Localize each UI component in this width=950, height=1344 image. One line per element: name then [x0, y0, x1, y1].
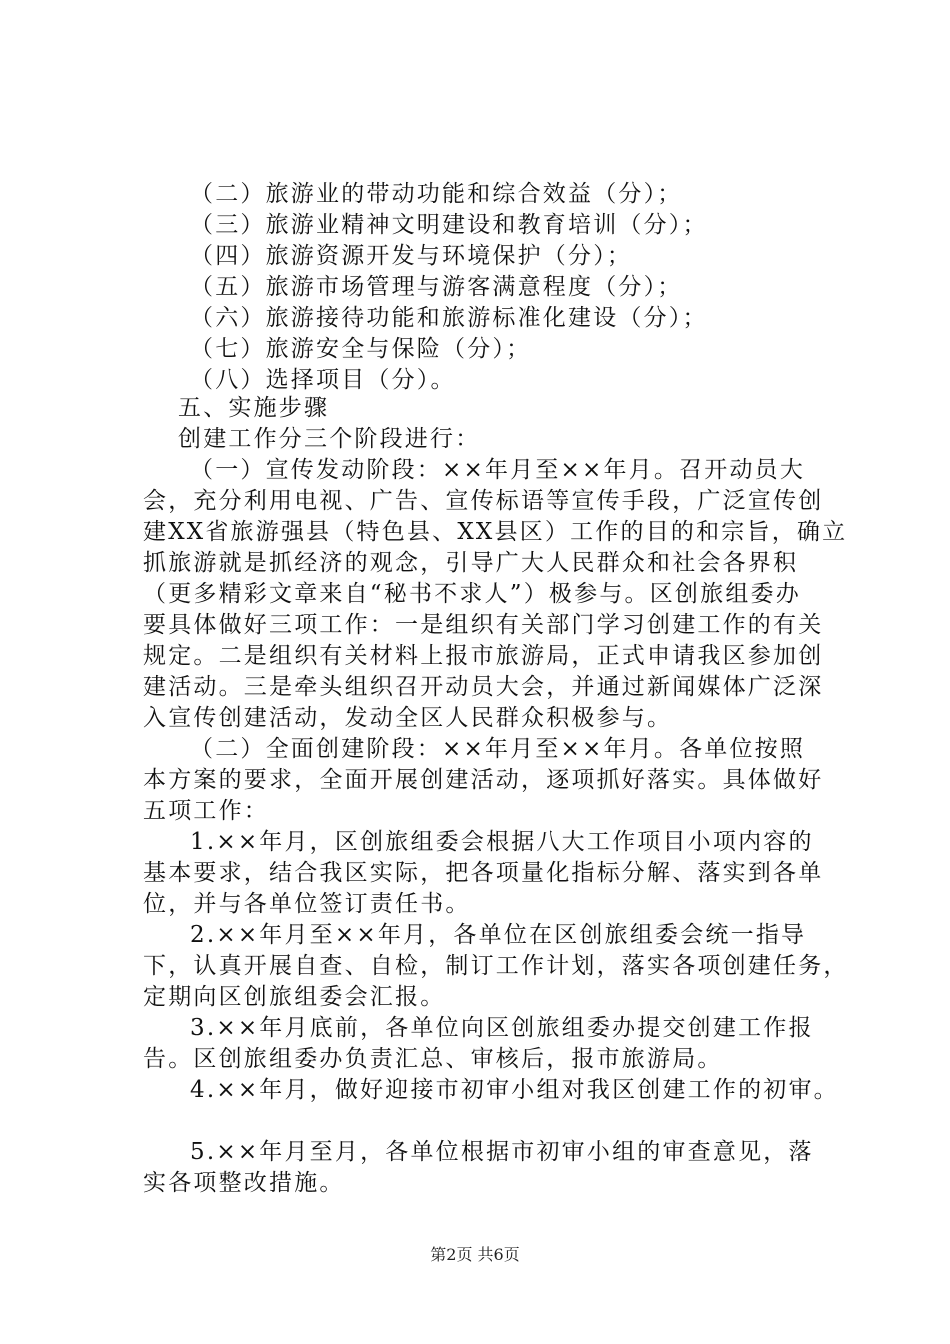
text-line: （七）旅游安全与保险（分）； — [190, 336, 532, 362]
text-line: 本方案的要求，全面开展创建活动，逐项抓好落实。具体做好 — [143, 767, 824, 793]
text-line: 告。区创旅组委办负责汇总、审核后，报市旅游局。 — [143, 1046, 723, 1072]
text-line: （八）选择项目（分）。 — [190, 367, 456, 393]
text-line: （五）旅游市场管理与游客满意程度（分）； — [190, 274, 683, 300]
text-line: 五项工作： — [143, 798, 269, 824]
text-line: （一）宣传发动阶段：××年月至××年月。召开动员大 — [190, 457, 806, 483]
text-line: 建活动。三是牵头组织召开动员大会，并通过新闻媒体广泛深 — [143, 674, 824, 700]
text-line: 2.××年月至××年月，各单位在区创旅组委会统一指导 — [190, 922, 807, 948]
text-line: 实各项整改措施。 — [143, 1170, 345, 1196]
text-line: 创建工作分三个阶段进行： — [178, 426, 481, 452]
text-line: 位，并与各单位签订责任书。 — [143, 891, 471, 917]
text-line: 入宣传创建活动，发动全区人民群众积极参与。 — [143, 705, 673, 731]
text-line: 建XX省旅游强县（特色县、XX县区）工作的目的和宗旨，确立 — [143, 519, 848, 545]
text-line: 基本要求，结合我区实际，把各项量化指标分解、落实到各单 — [143, 860, 824, 886]
text-line: 5.××年月至月，各单位根据市初审小组的审查意见，落 — [190, 1139, 814, 1165]
text-line: 规定。二是组织有关材料上报市旅游局，正式申请我区参加创 — [143, 643, 824, 669]
text-line: 3.××年月底前，各单位向区创旅组委办提交创建工作报 — [190, 1015, 814, 1041]
text-line: 定期向区创旅组委会汇报。 — [143, 984, 446, 1010]
text-line: 下，认真开展自查、自检，制订工作计划，落实各项创建任务， — [143, 953, 849, 979]
text-line: 4.××年月，做好迎接市初审小组对我区创建工作的初审。 — [190, 1077, 839, 1103]
text-line: 抓旅游就是抓经济的观念，引导广大人民群众和社会各界积 — [143, 550, 799, 576]
text-line: 1.××年月，区创旅组委会根据八大工作项目小项内容的 — [190, 829, 814, 855]
text-line: （三）旅游业精神文明建设和教育培训（分）； — [190, 212, 708, 238]
page-footer: 第2页 共6页 — [430, 1245, 520, 1264]
text-line: （更多精彩文章来自“秘书不求人”）极参与。区创旅组委办 — [143, 581, 801, 607]
section-heading: 五、实施步骤 — [178, 395, 330, 421]
text-line: 会，充分利用电视、广告、宣传标语等宣传手段，广泛宣传创 — [143, 488, 824, 514]
text-line: （二）全面创建阶段：××年月至××年月。各单位按照 — [190, 736, 806, 762]
text-line: （四）旅游资源开发与环境保护（分）； — [190, 243, 633, 269]
text-line: 要具体做好三项工作：一是组织有关部门学习创建工作的有关 — [143, 612, 824, 638]
text-line: （二）旅游业的带动功能和综合效益（分）； — [190, 181, 683, 207]
text-line: （六）旅游接待功能和旅游标准化建设（分）； — [190, 305, 708, 331]
